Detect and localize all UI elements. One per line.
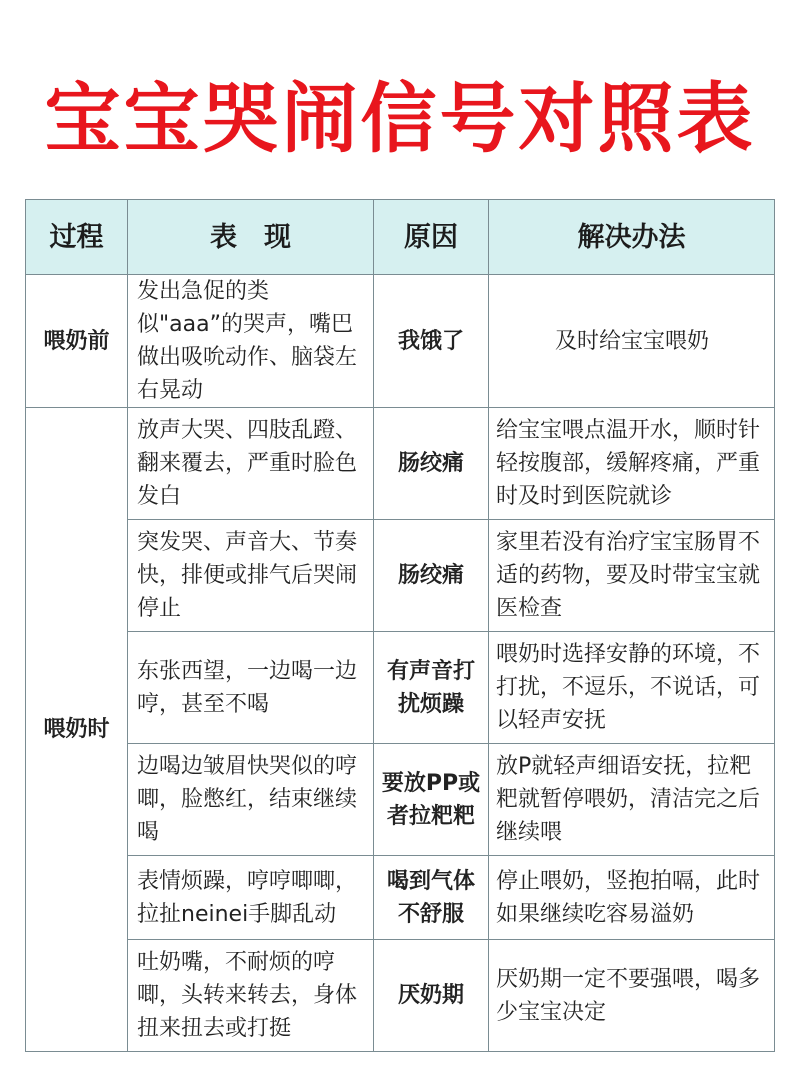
symptom-cell: 边喝边皱眉快哭似的哼唧，脸憋红，结束继续喝	[128, 744, 374, 856]
symptom-cell: 放声大哭、四肢乱蹬、翻来覆去，严重时脸色发白	[128, 408, 374, 520]
signal-table	[25, 199, 775, 1052]
solution-cell: 厌奶期一定不要强喂，喝多少宝宝决定	[489, 940, 775, 1052]
table-row	[26, 520, 775, 632]
table-row	[26, 940, 775, 1052]
table-row	[26, 856, 775, 940]
symptom-cell: 表情烦躁，哼哼唧唧，拉扯neinei手脚乱动	[128, 856, 374, 940]
cause-cell: 肠绞痛	[374, 520, 489, 632]
cause-cell: 要放PP或者拉粑粑	[374, 744, 489, 856]
symptom-cell: 突发哭、声音大、节奏快，排便或排气后哭闹停止	[128, 520, 374, 632]
table-row	[26, 632, 775, 744]
table-row	[26, 744, 775, 856]
cause-cell: 喝到气体不舒服	[374, 856, 489, 940]
solution-cell: 家里若没有治疗宝宝肠胃不适的药物，要及时带宝宝就医检查	[489, 520, 775, 632]
cause-cell: 我饿了	[374, 275, 489, 408]
cause-cell: 有声音打扰烦躁	[374, 632, 489, 744]
table-row	[26, 275, 775, 408]
page-title: 宝宝哭闹信号对照表	[44, 74, 756, 163]
header-process: 过程	[26, 200, 128, 275]
header-symptom: 表 现	[128, 200, 374, 275]
stage-cell: 喂奶时	[26, 408, 128, 1052]
solution-cell: 放P就轻声细语安抚，拉粑粑就暂停喂奶，清洁完之后继续喂	[489, 744, 775, 856]
table-header-row	[26, 200, 775, 275]
cause-cell: 厌奶期	[374, 940, 489, 1052]
symptom-cell: 吐奶嘴，不耐烦的哼唧，头转来转去，身体扭来扭去或打挺	[128, 940, 374, 1052]
cause-cell: 肠绞痛	[374, 408, 489, 520]
solution-cell: 给宝宝喂点温开水，顺时针轻按腹部，缓解疼痛，严重时及时到医院就诊	[489, 408, 775, 520]
symptom-cell: 发出急促的类似"aaa”的哭声，嘴巴做出吸吮动作、脑袋左右晃动	[128, 275, 374, 408]
watermark	[712, 997, 782, 1027]
header-cause: 原因	[374, 200, 489, 275]
solution-cell: 及时给宝宝喂奶	[489, 275, 775, 408]
stage-cell: 喂奶前	[26, 275, 128, 408]
header-solution: 解决办法	[489, 200, 775, 275]
solution-cell: 停止喂奶，竖抱拍嗝，此时如果继续吃容易溢奶	[489, 856, 775, 940]
solution-cell: 喂奶时选择安静的环境，不打扰，不逗乐，不说话，可以轻声安抚	[489, 632, 775, 744]
symptom-cell: 东张西望，一边喝一边哼，甚至不喝	[128, 632, 374, 744]
table-row	[26, 408, 775, 520]
